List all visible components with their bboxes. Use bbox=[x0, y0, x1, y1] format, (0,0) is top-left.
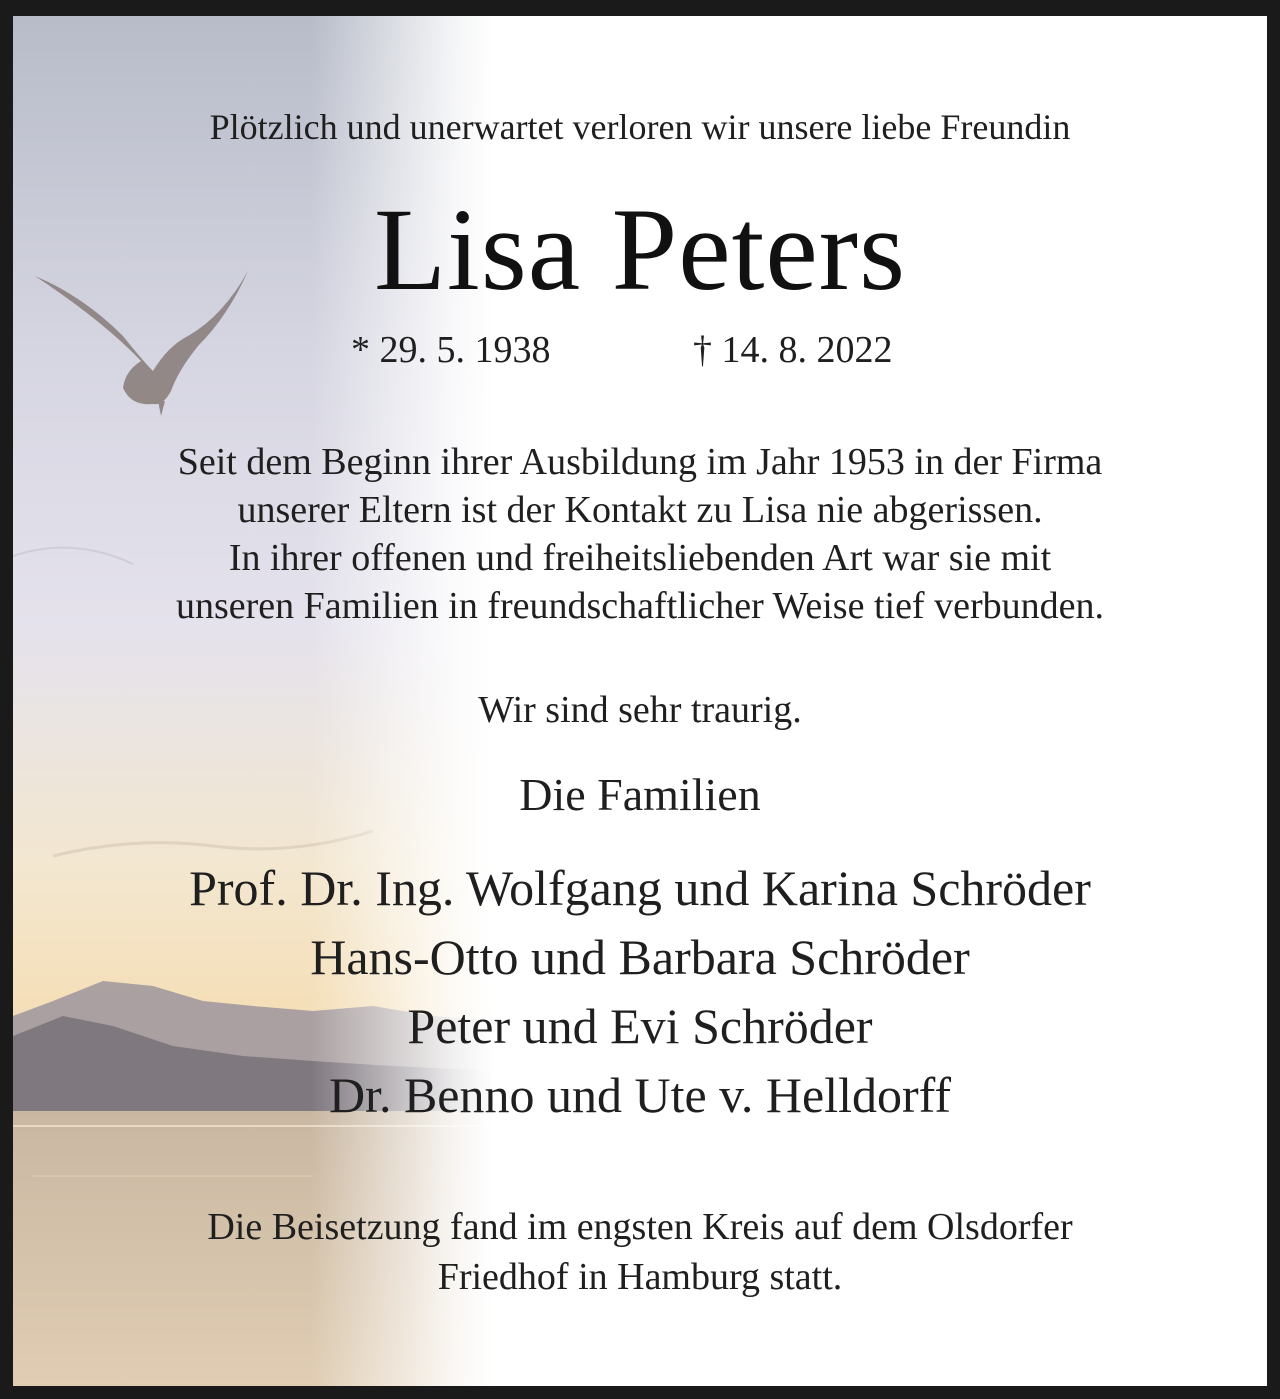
family-name: Hans-Otto und Barbara Schröder bbox=[310, 929, 970, 985]
families-heading: Die Familien bbox=[519, 769, 761, 820]
intro-text: Plötzlich und unerwartet verloren wir unsere liebe Freundin bbox=[209, 107, 1071, 147]
obituary-notice bbox=[13, 16, 1267, 1386]
burial-line: Die Beisetzung fand im engsten Kreis auf dem Olsdorfer bbox=[207, 1206, 1073, 1248]
paragraph-line: unseren Familien in freundschaftlicher Weise tief verbunden. bbox=[176, 585, 1104, 627]
deceased-name: Lisa Peters bbox=[373, 184, 907, 315]
families-list bbox=[13, 854, 1267, 1130]
paragraph-line: Seit dem Beginn ihrer Ausbildung im Jahr 1953 in der Firma bbox=[177, 441, 1103, 483]
family-name: Peter und Evi Schröder bbox=[407, 998, 873, 1054]
paragraph-line: In ihrer offenen und freiheitsliebenden Art war sie mit bbox=[228, 537, 1052, 579]
paragraph-line: unserer Eltern ist der Kontakt zu Lisa nie abgerissen. bbox=[237, 489, 1043, 531]
death-date: † 14. 8. 2022 bbox=[693, 329, 893, 371]
family-name: Dr. Benno und Ute v. Helldorff bbox=[328, 1067, 952, 1123]
burial-note bbox=[13, 1202, 1267, 1302]
birth-date: * 29. 5. 1938 bbox=[351, 329, 551, 371]
burial-line: Friedhof in Hamburg statt. bbox=[437, 1256, 843, 1298]
memorial-paragraph bbox=[13, 438, 1267, 630]
grief-statement: Wir sind sehr traurig. bbox=[478, 689, 802, 731]
family-name: Prof. Dr. Ing. Wolfgang und Karina Schröder bbox=[189, 860, 1091, 916]
